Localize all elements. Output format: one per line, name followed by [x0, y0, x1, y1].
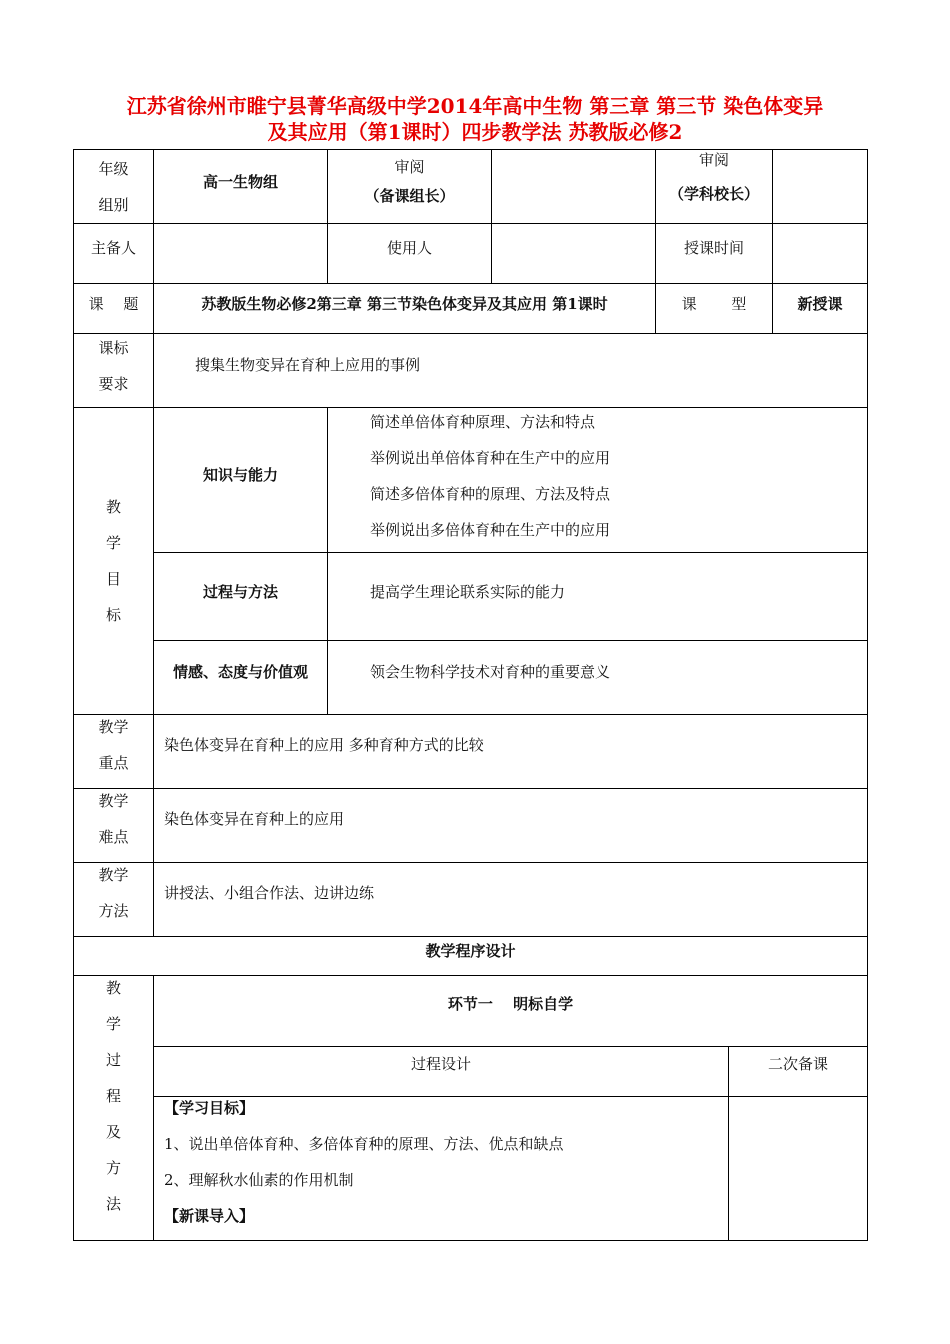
emotion-attitude-value: 领会生物科学技术对育种的重要意义: [370, 663, 611, 681]
lesson-type-value: 新授课: [797, 295, 843, 313]
emotion-attitude-label: 情感、态度与价值观: [172, 663, 308, 681]
label-line: 教学: [98, 792, 129, 810]
grade-label-line1: 年级: [98, 159, 129, 178]
title-line-1: 江苏省徐州市睢宁县菁华高级中学2014年高中生物 第三章 第三节 染色体变异: [126, 94, 824, 118]
label-char: 方: [105, 1159, 121, 1177]
program-design-heading: 教学程序设计: [425, 942, 516, 960]
grade-group-label: [74, 150, 153, 223]
review-label: 审阅: [698, 151, 729, 169]
knowledge-list: [370, 404, 850, 546]
second-prep-header: 二次备课: [767, 1055, 828, 1073]
grade-label-line2: 组别: [98, 195, 129, 214]
review-label: 审阅: [394, 158, 425, 176]
learning-goal-item: 2、理解秋水仙素的作用机制: [164, 1171, 354, 1189]
process-design-header: 过程设计: [410, 1055, 471, 1073]
process-method-label: 过程与方法: [202, 583, 278, 601]
methods-label: [74, 857, 153, 929]
preparer-label: 主备人: [90, 239, 136, 257]
label-line: 要求: [98, 375, 129, 393]
label-line: 课标: [98, 339, 129, 357]
process-method-value: 提高学生理论联系实际的能力: [370, 583, 566, 601]
grade-group-value: 高一生物组: [202, 173, 278, 191]
learning-goal-item: 1、说出单倍体育种、多倍体育种的原理、方法、优点和缺点: [164, 1135, 564, 1153]
difficulties-label: [74, 783, 153, 855]
label-char: 学: [105, 1015, 121, 1033]
label-line: 方法: [98, 902, 129, 920]
topic-value: 苏教版生物必修2第三章 第三节染色体变异及其应用 第1课时: [201, 295, 608, 313]
label-char: 法: [105, 1195, 121, 1213]
review-principal: [656, 150, 772, 210]
label-line: 教学: [98, 718, 129, 736]
key-points-label: [74, 709, 153, 781]
label-line: 重点: [98, 754, 129, 772]
methods-value: 讲授法、小组合作法、边讲边练: [164, 884, 375, 902]
knowledge-item: 举例说出多倍体育种在生产中的应用: [370, 521, 611, 539]
topic-label: 课 题: [88, 295, 139, 313]
process-design-content: [164, 1090, 724, 1234]
title-line-2: 及其应用（第1课时）四步教学法 苏教版必修2: [267, 120, 683, 144]
curriculum-label: [74, 334, 153, 398]
learning-goals-heading: 【学习目标】: [164, 1099, 255, 1117]
label-char: 过: [105, 1051, 121, 1069]
knowledge-label: 知识与能力: [202, 466, 278, 484]
label-line: 教学: [98, 866, 129, 884]
label-char: 学: [105, 534, 121, 552]
document-title: [70, 93, 880, 145]
new-lesson-intro-heading: 【新课导入】: [164, 1207, 255, 1225]
label-char: 及: [105, 1123, 121, 1141]
process-label: [74, 970, 153, 1222]
review-group-leader: [328, 150, 491, 210]
label-char: 目: [105, 570, 121, 588]
knowledge-item: 简述多倍体育种的原理、方法及特点: [370, 485, 611, 503]
objectives-label: [74, 408, 153, 714]
knowledge-item: 举例说出单倍体育种在生产中的应用: [370, 449, 611, 467]
label-line: 难点: [98, 828, 129, 846]
label-char: 教: [105, 979, 121, 997]
lesson-type-label: 课 型: [681, 295, 747, 313]
key-points-value: 染色体变异在育种上的应用 多种育种方式的比较: [164, 736, 484, 754]
section-title: 环节一 明标自学: [447, 995, 574, 1013]
teaching-time-label: 授课时间: [683, 239, 744, 257]
review-sub-label: （学科校长）: [668, 185, 759, 203]
user-label: 使用人: [386, 239, 432, 257]
review-sub-label: （备课组长）: [364, 187, 455, 205]
knowledge-item: 简述单倍体育种原理、方法和特点: [370, 413, 596, 431]
label-char: 标: [105, 606, 121, 624]
label-char: 程: [105, 1087, 121, 1105]
label-char: 教: [105, 498, 121, 516]
curriculum-value: 搜集生物变异在育种上应用的事例: [195, 356, 421, 374]
difficulties-value: 染色体变异在育种上的应用: [164, 810, 345, 828]
